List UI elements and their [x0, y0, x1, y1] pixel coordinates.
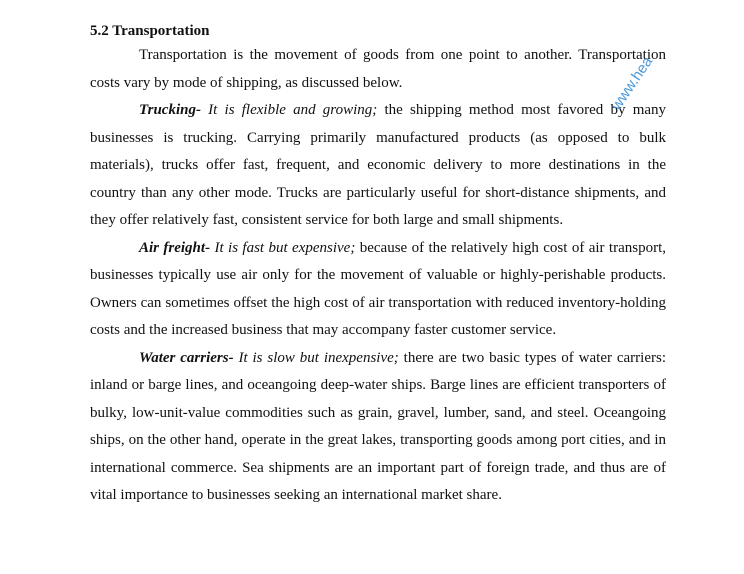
- water-carriers-body: there are two basic types of water carriers: inland or barge lines, and oceangoing deep-water ships. Barge lines are efficient transporters of bulky, low-unit-value commodities such as grain, gravel, lumber, sand, and steel. Oceangoing ships, on the other hand, operate in the great lakes, transporting goods among port cities, and in international commerce. Sea shipments are an important part of foreign trade, and thus are of vital importance to businesses seeking an international market share.: [90, 349, 666, 503]
- air-freight-phrase: It is fast but expensive;: [214, 239, 356, 256]
- water-carriers-phrase: It is slow but inexpensive;: [238, 349, 399, 366]
- section-heading: 5.2 Transportation: [90, 23, 210, 39]
- watermark: www.hea: [608, 53, 657, 114]
- trucking-lead: Trucking-: [139, 102, 201, 118]
- intro-paragraph: Transportation is the movement of goods from one point to another. Transportation costs vary by mode of shipping, as discussed below.: [90, 47, 666, 91]
- air-freight-paragraph: [90, 235, 666, 345]
- water-carriers-lead: Water carriers-: [139, 349, 234, 366]
- air-freight-body: because of the relatively high cost of air transport, businesses typically use air only for the movement of valuable or highly-perishable products. Owners can sometimes offset the high cost of air transportation with reduced inventory-holding costs and the increased business that may accompany faster customer service.: [90, 239, 666, 338]
- trucking-body: the shipping method most favored by many businesses is trucking. Carrying primarily manufactured products (as opposed to bulk materials), trucks offer fast, frequent, and economic delivery to more destinations in the country than any other mode. Trucks are particularly useful for short-distance shipments, and they offer relatively fast, consistent service for both large and small shipments.: [90, 102, 667, 228]
- document-page: [90, 20, 666, 510]
- water-carriers-paragraph: [90, 345, 666, 510]
- air-freight-lead: Air freight-: [139, 239, 211, 256]
- trucking-paragraph: [90, 97, 666, 235]
- trucking-phrase: It is flexible and growing;: [208, 102, 378, 118]
